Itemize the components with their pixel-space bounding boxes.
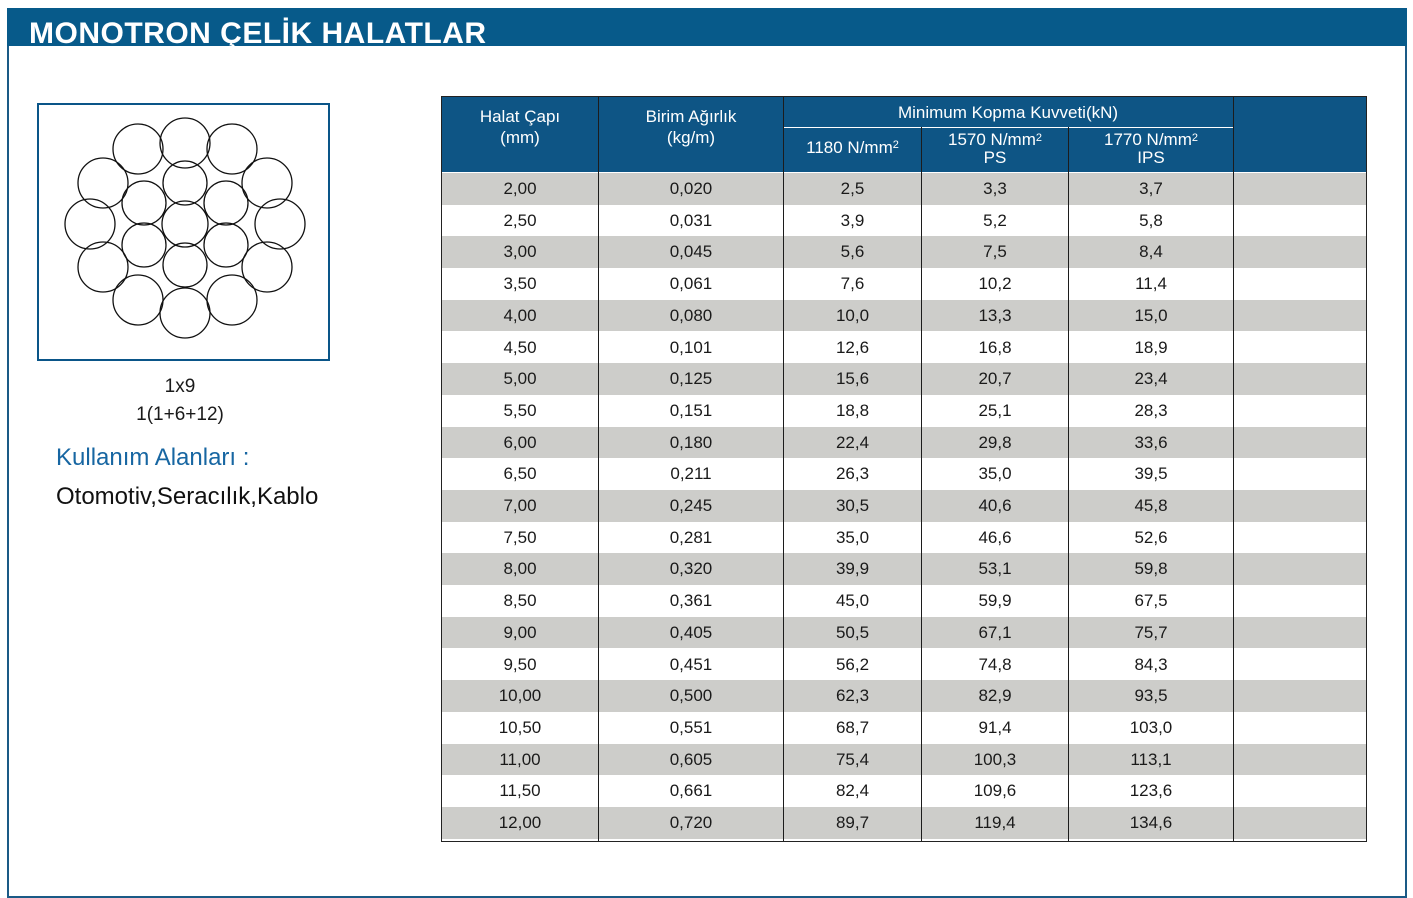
cell-weight: 0,045 xyxy=(669,242,713,262)
cell-diameter: 11,50 xyxy=(499,781,541,801)
table-row xyxy=(442,585,1366,617)
cell-diameter: 7,00 xyxy=(503,496,537,515)
strand-circles-icon xyxy=(39,105,328,359)
cell-1180: 18,8 xyxy=(835,400,870,420)
column-divider xyxy=(921,127,922,841)
cell-1180: 3,9 xyxy=(840,210,865,230)
cell-diameter: 10,00 xyxy=(498,686,542,706)
column-divider xyxy=(1068,127,1069,841)
cell-1770: 18,9 xyxy=(1134,337,1168,357)
table-row xyxy=(442,522,1366,554)
cell-1570: 119,4 xyxy=(974,813,1016,832)
cell-1770: 5,8 xyxy=(1139,210,1163,230)
construction-formula: 1(1+6+12) xyxy=(136,404,224,425)
header-1570-label: 1570 N/mm xyxy=(948,130,1036,149)
cell-diameter: 9,50 xyxy=(503,654,537,674)
cell-1770: 59,8 xyxy=(1134,559,1168,579)
cell-diameter: 6,00 xyxy=(503,432,537,452)
cell-1770: 52,6 xyxy=(1134,527,1168,547)
cell-1770: 84,3 xyxy=(1134,654,1168,674)
cell-1770: 67,5 xyxy=(1134,591,1168,611)
table-row xyxy=(442,744,1366,776)
cell-1570: 109,6 xyxy=(973,781,1017,801)
table-row xyxy=(442,332,1366,364)
cell-1570: 59,9 xyxy=(978,591,1012,611)
cell-weight: 0,101 xyxy=(669,337,713,357)
page-title: MONOTRON ÇELİK HALATLAR xyxy=(29,17,487,50)
cell-1770: 103,0 xyxy=(1129,717,1173,737)
cell-1180: 45,0 xyxy=(835,591,870,611)
cell-1570: 29,8 xyxy=(978,432,1012,452)
column-divider xyxy=(1233,97,1234,841)
cell-diameter: 9,00 xyxy=(503,622,537,642)
cell-1770: 113,1 xyxy=(1130,749,1172,769)
cell-1180: 12,6 xyxy=(835,337,870,357)
cell-1180: 89,7 xyxy=(835,813,870,832)
cell-1180: 15,6 xyxy=(835,369,870,389)
cell-weight: 0,605 xyxy=(669,749,713,769)
cell-1180: 22,4 xyxy=(835,432,870,452)
cell-1570: 74,8 xyxy=(978,654,1012,674)
header-1570-grade: PS xyxy=(983,148,1007,167)
cell-1570: 16,8 xyxy=(978,337,1012,357)
cell-weight: 0,661 xyxy=(669,781,713,801)
table-row xyxy=(442,173,1366,205)
cell-1180: 62,3 xyxy=(835,686,870,706)
cell-diameter: 4,00 xyxy=(503,305,537,325)
cell-1180: 39,9 xyxy=(835,559,870,579)
cell-weight: 0,405 xyxy=(669,622,713,642)
cell-1180: 75,4 xyxy=(835,749,870,769)
column-divider xyxy=(598,97,599,841)
cell-diameter: 5,50 xyxy=(503,400,537,420)
cell-diameter: 10,50 xyxy=(498,717,542,737)
cell-weight: 0,451 xyxy=(669,654,713,674)
header-1770 xyxy=(1069,131,1233,167)
cell-1770: 3,7 xyxy=(1139,179,1163,198)
cell-weight: 0,500 xyxy=(669,686,713,706)
cell-diameter: 4,50 xyxy=(503,337,537,357)
cell-1770: 39,5 xyxy=(1134,464,1168,484)
cell-1570: 13,3 xyxy=(978,305,1012,325)
table-row xyxy=(442,268,1366,300)
cell-weight: 0,245 xyxy=(669,496,713,515)
cell-weight: 0,125 xyxy=(669,369,713,389)
cell-1570: 10,2 xyxy=(978,274,1012,294)
cell-1770: 15,0 xyxy=(1134,305,1168,325)
cell-1770: 8,4 xyxy=(1139,242,1163,262)
cell-diameter: 2,00 xyxy=(503,179,537,198)
table-row xyxy=(442,775,1366,807)
cell-1180: 82,4 xyxy=(835,781,870,801)
header-1180 xyxy=(784,137,921,158)
table-row xyxy=(442,395,1366,427)
cell-diameter: 3,00 xyxy=(503,242,537,262)
cell-weight: 0,281 xyxy=(669,527,713,547)
cell-diameter: 5,00 xyxy=(503,369,537,389)
table-row xyxy=(442,712,1366,744)
table-row xyxy=(442,649,1366,681)
cell-1570: 5,2 xyxy=(983,210,1007,230)
title-bar xyxy=(7,8,1407,50)
cell-1770: 75,7 xyxy=(1134,622,1168,642)
cell-weight: 0,020 xyxy=(669,179,713,198)
table-row xyxy=(442,458,1366,490)
header-weight-unit: (kg/m) xyxy=(666,128,716,147)
table-header xyxy=(442,97,1366,172)
cell-1570: 7,5 xyxy=(983,242,1007,262)
table-row xyxy=(442,205,1366,237)
cell-1180: 68,7 xyxy=(835,717,870,737)
cell-1770: 28,3 xyxy=(1134,400,1168,420)
cell-weight: 0,180 xyxy=(669,432,713,452)
cell-1570: 25,1 xyxy=(978,400,1012,420)
header-divider xyxy=(784,127,1233,128)
cell-1570: 3,3 xyxy=(983,179,1007,198)
spec-table xyxy=(441,96,1367,842)
table-row xyxy=(442,680,1366,712)
cell-1180: 7,6 xyxy=(840,274,865,294)
rope-cross-section-diagram xyxy=(37,103,330,361)
cell-1180: 5,6 xyxy=(840,242,865,262)
cell-1180: 35,0 xyxy=(835,527,870,547)
cell-weight: 0,061 xyxy=(669,274,713,294)
cell-1570: 46,6 xyxy=(978,527,1012,547)
cell-1770: 11,4 xyxy=(1135,274,1167,294)
cell-diameter: 8,00 xyxy=(503,559,537,579)
table-row xyxy=(442,427,1366,459)
cell-1770: 93,5 xyxy=(1134,686,1168,706)
column-divider xyxy=(783,97,784,841)
cell-1570: 91,4 xyxy=(978,717,1012,737)
header-weight-label: Birim Ağırlık xyxy=(645,107,737,126)
table-row xyxy=(442,236,1366,268)
cell-1180: 26,3 xyxy=(835,464,870,484)
cell-diameter: 6,50 xyxy=(503,464,537,484)
usage-text: Otomotiv,Seracılık,Kablo xyxy=(56,483,319,510)
header-1770-label: 1770 N/mm xyxy=(1104,130,1192,149)
header-1770-grade: IPS xyxy=(1137,148,1165,167)
header-1570 xyxy=(922,131,1068,167)
header-1770-sup: 2 xyxy=(1191,132,1198,144)
header-diameter xyxy=(442,106,598,148)
cell-weight: 0,080 xyxy=(669,305,713,325)
cell-weight: 0,031 xyxy=(669,210,713,230)
cell-diameter: 11,00 xyxy=(499,749,541,769)
cell-1770: 23,4 xyxy=(1134,369,1168,389)
header-diameter-label: Halat Çapı xyxy=(479,107,561,126)
cell-1570: 53,1 xyxy=(978,559,1012,579)
cell-1770: 33,6 xyxy=(1134,432,1168,452)
cell-1180: 56,2 xyxy=(835,654,870,674)
table-row xyxy=(442,553,1366,585)
table-row xyxy=(442,490,1366,522)
cell-1570: 100,3 xyxy=(973,749,1017,769)
cell-1770: 123,6 xyxy=(1129,781,1173,801)
usage-title: Kullanım Alanları : xyxy=(56,444,250,471)
table-row xyxy=(442,300,1366,332)
cell-diameter: 3,50 xyxy=(503,274,537,294)
cell-weight: 0,211 xyxy=(670,464,712,484)
cell-weight: 0,551 xyxy=(669,717,713,737)
cell-diameter: 12,00 xyxy=(498,813,542,832)
cell-diameter: 2,50 xyxy=(503,210,537,230)
cell-1570: 67,1 xyxy=(978,622,1012,642)
header-weight xyxy=(599,106,783,148)
table-row xyxy=(442,363,1366,395)
cell-1570: 20,7 xyxy=(978,369,1012,389)
cell-1570: 82,9 xyxy=(978,686,1012,706)
cell-diameter: 8,50 xyxy=(503,591,537,611)
cell-diameter: 7,50 xyxy=(503,527,537,547)
header-1180-label: 1180 N/mm xyxy=(806,138,893,157)
cell-1180: 30,5 xyxy=(835,496,870,515)
header-diameter-unit: (mm) xyxy=(500,128,540,147)
cell-1180: 2,5 xyxy=(840,179,865,198)
cell-1180: 10,0 xyxy=(835,305,870,325)
header-break-force-group: Minimum Kopma Kuvveti(kN) xyxy=(897,103,1119,122)
header-1180-sup: 2 xyxy=(892,139,899,151)
table-row xyxy=(442,807,1366,839)
cell-weight: 0,151 xyxy=(669,400,713,420)
cell-1180: 50,5 xyxy=(835,622,870,642)
cell-1570: 40,6 xyxy=(978,496,1012,515)
cell-weight: 0,361 xyxy=(669,591,713,611)
construction-code: 1x9 xyxy=(164,376,196,397)
cell-1570: 35,0 xyxy=(978,464,1012,484)
cell-1770: 45,8 xyxy=(1134,496,1168,515)
table-row xyxy=(442,617,1366,649)
cell-weight: 0,320 xyxy=(669,559,713,579)
cell-weight: 0,720 xyxy=(669,813,713,832)
header-1570-sup: 2 xyxy=(1035,132,1042,144)
cell-1770: 134,6 xyxy=(1129,813,1173,832)
